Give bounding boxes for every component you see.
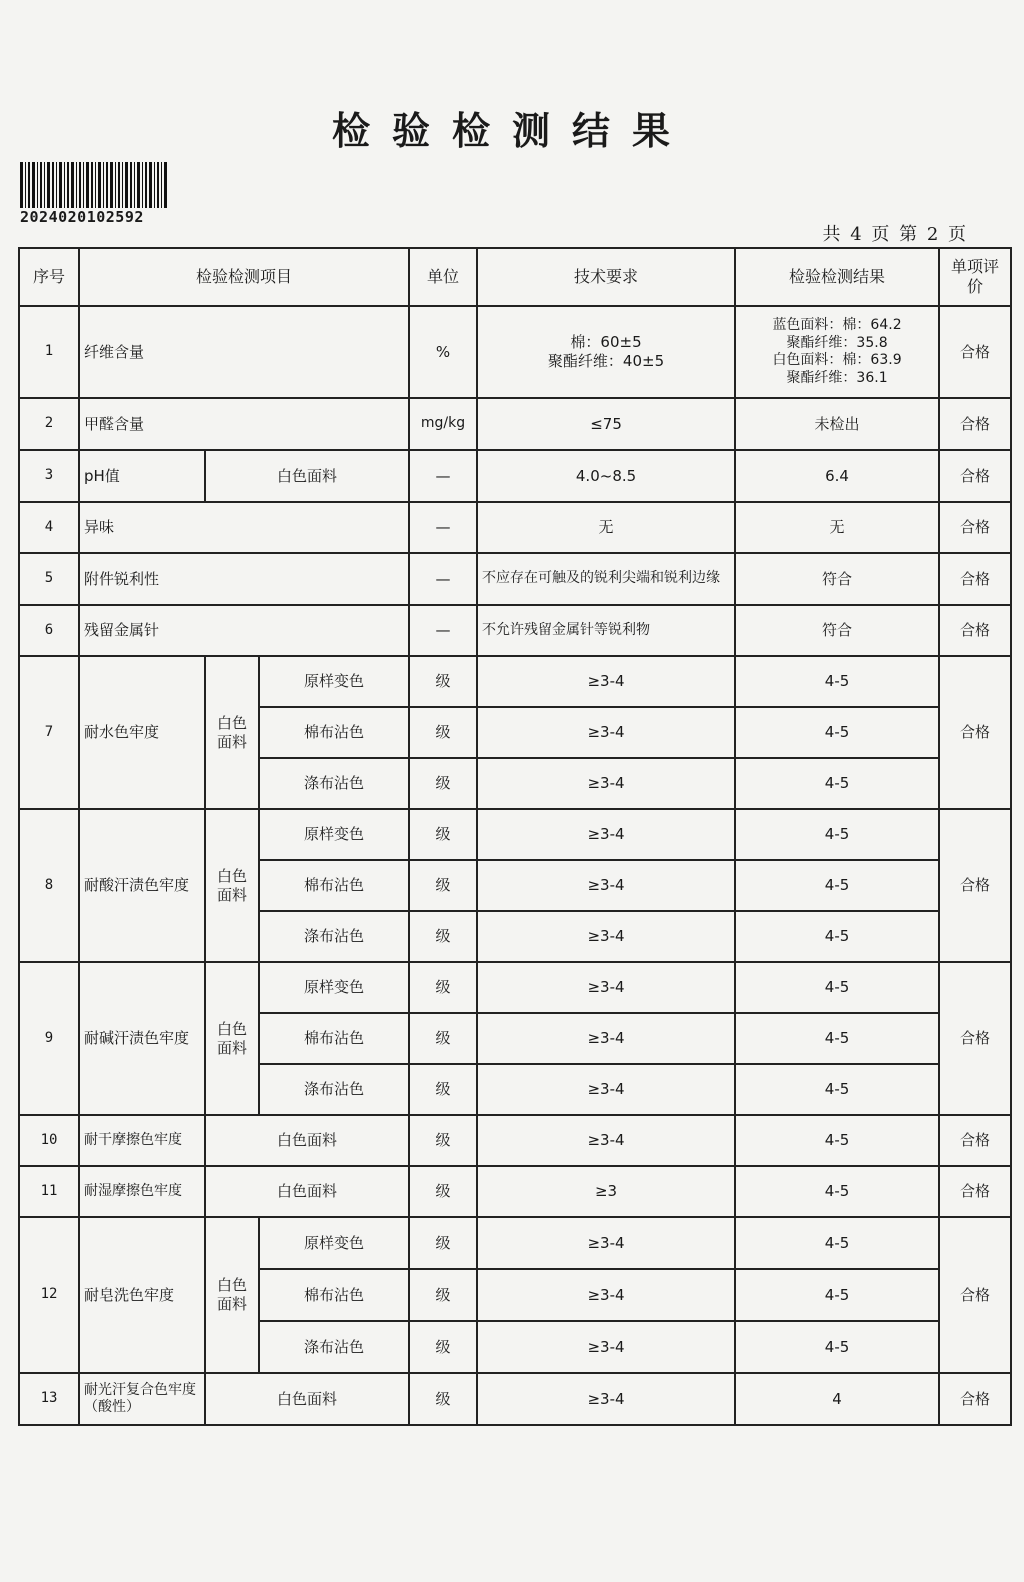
row-requirement: ≥3-4 — [477, 962, 735, 1013]
row-no: 7 — [19, 656, 79, 809]
row-result: 4-5 — [735, 1217, 939, 1269]
row-subitem: 棉布沾色 — [259, 860, 409, 911]
row-sample: 白色面料 — [205, 1166, 409, 1217]
row-evaluation: 合格 — [939, 809, 1011, 962]
table-header-row — [19, 248, 1011, 306]
row-requirement: ≥3-4 — [477, 656, 735, 707]
row-result: 6.4 — [735, 450, 939, 502]
row-requirement: 不允许残留金属针等锐利物 — [477, 605, 735, 656]
row-no: 5 — [19, 553, 79, 605]
table-row — [19, 809, 1011, 860]
results-table — [18, 247, 1012, 1426]
row-requirement: 无 — [477, 502, 735, 553]
row-unit: 级 — [409, 1013, 477, 1064]
row-result: 无 — [735, 502, 939, 553]
row-fabric: 白色面料 — [205, 962, 259, 1115]
row-unit: 级 — [409, 1373, 477, 1425]
row-result: 4-5 — [735, 1115, 939, 1166]
row-evaluation: 合格 — [939, 1166, 1011, 1217]
row-result: 4-5 — [735, 758, 939, 809]
table-row — [19, 553, 1011, 605]
barcode-number: 2024020102592 — [20, 208, 144, 226]
row-item: 耐光汗复合色牢度（酸性） — [79, 1373, 205, 1425]
table-row — [19, 502, 1011, 553]
row-subitem: 原样变色 — [259, 656, 409, 707]
row-no: 1 — [19, 306, 79, 398]
row-result: 4-5 — [735, 1166, 939, 1217]
table-row — [19, 962, 1011, 1013]
row-subitem: 原样变色 — [259, 809, 409, 860]
row-item: 异味 — [79, 502, 409, 553]
row-fabric: 白色面料 — [205, 1217, 259, 1373]
header-result: 检验检测结果 — [735, 248, 939, 306]
row-item: pH值 — [79, 450, 205, 502]
row-unit: 级 — [409, 1217, 477, 1269]
row-unit: — — [409, 502, 477, 553]
result-line: 白色面料：棉：63.9 — [772, 352, 902, 368]
row-result: 未检出 — [735, 398, 939, 450]
row-result: 4-5 — [735, 809, 939, 860]
row-result: 4-5 — [735, 1321, 939, 1373]
row-result: 符合 — [735, 605, 939, 656]
row-sample: 白色面料 — [205, 1115, 409, 1166]
row-unit: — — [409, 450, 477, 502]
row-requirement: ≥3-4 — [477, 1115, 735, 1166]
row-sample: 白色面料 — [205, 450, 409, 502]
row-requirement: ≥3-4 — [477, 707, 735, 758]
row-item: 耐水色牢度 — [79, 656, 205, 809]
header-requirement: 技术要求 — [477, 248, 735, 306]
row-unit: 级 — [409, 707, 477, 758]
row-unit: 级 — [409, 1064, 477, 1115]
row-requirement: ≥3-4 — [477, 860, 735, 911]
row-result: 符合 — [735, 553, 939, 605]
row-unit: — — [409, 605, 477, 656]
row-requirement: ≥3-4 — [477, 809, 735, 860]
row-no: 12 — [19, 1217, 79, 1373]
row-result: 4-5 — [735, 1269, 939, 1321]
row-evaluation: 合格 — [939, 553, 1011, 605]
row-item: 附件锐利性 — [79, 553, 409, 605]
row-evaluation: 合格 — [939, 398, 1011, 450]
row-requirement: ≥3-4 — [477, 1321, 735, 1373]
requirement-line: 聚酯纤维：40±5 — [547, 352, 665, 370]
table-row — [19, 605, 1011, 656]
row-requirement: ≥3-4 — [477, 1064, 735, 1115]
row-evaluation: 合格 — [939, 1373, 1011, 1425]
row-unit: — — [409, 553, 477, 605]
barcode-icon — [20, 162, 170, 208]
row-no: 6 — [19, 605, 79, 656]
row-evaluation: 合格 — [939, 605, 1011, 656]
row-no: 11 — [19, 1166, 79, 1217]
table-row — [19, 450, 1011, 502]
page-title: 检验检测结果 — [331, 109, 692, 153]
row-requirement — [477, 306, 735, 398]
row-result: 4-5 — [735, 1013, 939, 1064]
row-item: 耐湿摩擦色牢度 — [79, 1166, 205, 1217]
row-item: 耐皂洗色牢度 — [79, 1217, 205, 1373]
row-requirement: ≥3-4 — [477, 758, 735, 809]
row-subitem: 涤布沾色 — [259, 1321, 409, 1373]
row-no: 13 — [19, 1373, 79, 1425]
row-fabric: 白色面料 — [205, 809, 259, 962]
row-requirement: ≥3-4 — [477, 911, 735, 962]
row-unit: 级 — [409, 1115, 477, 1166]
row-evaluation: 合格 — [939, 450, 1011, 502]
table-row — [19, 1115, 1011, 1166]
header-unit: 单位 — [409, 248, 477, 306]
row-subitem: 棉布沾色 — [259, 1269, 409, 1321]
row-evaluation: 合格 — [939, 1217, 1011, 1373]
row-requirement: ≥3-4 — [477, 1269, 735, 1321]
result-line: 聚酯纤维：35.8 — [786, 334, 888, 351]
row-fabric: 白色面料 — [205, 656, 259, 809]
row-unit: 级 — [409, 1166, 477, 1217]
table-row — [19, 306, 1011, 398]
row-item: 耐干摩擦色牢度 — [79, 1115, 205, 1166]
row-unit: 级 — [409, 962, 477, 1013]
page-counter: 共 4 页 第 2 页 — [822, 224, 968, 245]
table-row — [19, 1373, 1011, 1425]
row-subitem: 涤布沾色 — [259, 758, 409, 809]
row-unit: mg/kg — [409, 398, 477, 450]
row-unit: 级 — [409, 860, 477, 911]
row-item: 耐碱汗渍色牢度 — [79, 962, 205, 1115]
row-requirement: ≥3-4 — [477, 1373, 735, 1425]
row-no: 8 — [19, 809, 79, 962]
row-item: 纤维含量 — [79, 306, 409, 398]
row-requirement: 不应存在可触及的锐利尖端和锐利边缘 — [477, 553, 735, 605]
row-unit: 级 — [409, 1269, 477, 1321]
row-unit: 级 — [409, 1321, 477, 1373]
header-no: 序号 — [19, 248, 79, 306]
row-result — [735, 306, 939, 398]
table-row — [19, 1217, 1011, 1269]
row-requirement: 4.0~8.5 — [477, 450, 735, 502]
row-subitem: 原样变色 — [259, 962, 409, 1013]
row-requirement: ≥3-4 — [477, 1217, 735, 1269]
row-evaluation: 合格 — [939, 502, 1011, 553]
row-subitem: 涤布沾色 — [259, 911, 409, 962]
row-no: 4 — [19, 502, 79, 553]
row-unit: 级 — [409, 656, 477, 707]
row-unit: % — [409, 306, 477, 398]
row-result: 4 — [735, 1373, 939, 1425]
row-subitem: 涤布沾色 — [259, 1064, 409, 1115]
row-evaluation: 合格 — [939, 962, 1011, 1115]
row-no: 3 — [19, 450, 79, 502]
row-result: 4-5 — [735, 656, 939, 707]
row-subitem: 棉布沾色 — [259, 1013, 409, 1064]
row-unit: 级 — [409, 809, 477, 860]
header-item: 检验检测项目 — [79, 248, 409, 306]
row-unit: 级 — [409, 911, 477, 962]
row-subitem: 原样变色 — [259, 1217, 409, 1269]
row-evaluation: 合格 — [939, 306, 1011, 398]
row-requirement: ≥3 — [477, 1166, 735, 1217]
row-evaluation: 合格 — [939, 1115, 1011, 1166]
result-line: 蓝色面料：棉：64.2 — [772, 317, 902, 333]
row-result: 4-5 — [735, 911, 939, 962]
requirement-line: 棉：60±5 — [570, 333, 642, 352]
row-evaluation: 合格 — [939, 656, 1011, 809]
row-no: 9 — [19, 962, 79, 1115]
row-item: 甲醛含量 — [79, 398, 409, 450]
table-row — [19, 398, 1011, 450]
row-no: 10 — [19, 1115, 79, 1166]
row-result: 4-5 — [735, 707, 939, 758]
row-item: 耐酸汗渍色牢度 — [79, 809, 205, 962]
result-line: 聚酯纤维：36.1 — [786, 369, 888, 386]
row-subitem: 棉布沾色 — [259, 707, 409, 758]
table-row — [19, 1166, 1011, 1217]
header-evaluation: 单项评价 — [939, 248, 1011, 306]
row-sample: 白色面料 — [205, 1373, 409, 1425]
row-no: 2 — [19, 398, 79, 450]
row-result: 4-5 — [735, 1064, 939, 1115]
row-result: 4-5 — [735, 860, 939, 911]
row-item: 残留金属针 — [79, 605, 409, 656]
table-row — [19, 656, 1011, 707]
row-requirement: ≥3-4 — [477, 1013, 735, 1064]
row-requirement: ≤75 — [477, 398, 735, 450]
row-unit: 级 — [409, 758, 477, 809]
row-result: 4-5 — [735, 962, 939, 1013]
